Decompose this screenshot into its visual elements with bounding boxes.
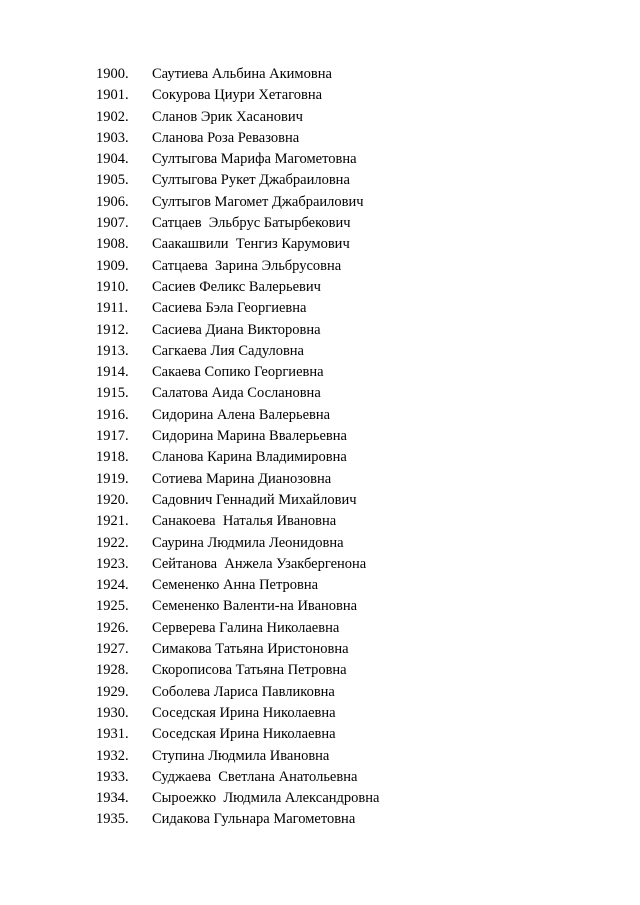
list-item (96, 192, 616, 213)
entry-number: 1920. (96, 491, 129, 508)
entry-name: Сасиева Диана Викторовна (152, 321, 321, 338)
entry-name: Саутиева Альбина Акимовна (152, 66, 332, 82)
list-item (96, 64, 616, 85)
entry-name: Семененко Валенти-на Ивановна (152, 598, 358, 615)
list-item (96, 469, 616, 490)
entry-number: 1919. (96, 470, 129, 487)
entry-name: Ступина Людмила Ивановна (152, 747, 330, 764)
entry-name: Сидорина Марина Ввалерьевна (152, 428, 347, 445)
entry-name: Саурина Людмила Леонидовна (152, 534, 344, 551)
list-item (96, 320, 616, 341)
entry-name: Семененко Анна Петровна (152, 577, 319, 594)
entry-name: Соседская Ирина Николаевна (152, 704, 336, 721)
list-item (96, 426, 616, 447)
entry-number: 1934. (96, 790, 129, 807)
list-item (96, 85, 616, 106)
entry-name: Султыгов Магомет Джабраилович (152, 193, 364, 210)
entry-number: 1931. (96, 726, 129, 743)
entry-number: 1901. (96, 87, 129, 104)
entry-name: Санакоева Наталья Ивановна (152, 513, 337, 530)
entry-name: Султыгова Рукет Джабраиловна (152, 172, 350, 189)
list-item (96, 234, 616, 255)
entry-number: 1907. (96, 215, 129, 232)
list-item (96, 447, 616, 468)
list-item (96, 533, 616, 554)
list-item (96, 788, 616, 809)
entry-name: Сасиева Бэла Георгиевна (152, 300, 307, 317)
entry-number: 1912. (96, 321, 129, 338)
entry-number: 1906. (96, 193, 129, 210)
numbered-name-list (96, 64, 616, 831)
list-item (96, 341, 616, 362)
entry-name: Серверева Галина Николаевна (152, 619, 340, 636)
entry-number: 1903. (96, 129, 129, 146)
entry-name: Сидакова Гульнара Магометовна (152, 811, 356, 828)
entry-name: Скорописова Татьяна Петровна (152, 662, 347, 679)
entry-number: 1935. (96, 811, 129, 828)
list-item (96, 298, 616, 319)
entry-name: Сасиев Феликс Валерьевич (152, 278, 321, 295)
entry-number: 1926. (96, 619, 129, 636)
entry-number: 1910. (96, 278, 129, 295)
entry-number: 1923. (96, 555, 129, 572)
entry-name: Сокурова Циури Хетаговна (152, 87, 323, 104)
entry-number: 1927. (96, 641, 129, 658)
entry-name: Сотиева Марина Дианозовна (152, 470, 332, 487)
list-item (96, 746, 616, 767)
entry-number: 1922. (96, 534, 129, 551)
list-item (96, 213, 616, 234)
entry-number: 1900. (96, 66, 129, 82)
entry-number: 1916. (96, 406, 129, 423)
entry-number: 1917. (96, 428, 129, 445)
list-item (96, 703, 616, 724)
entry-number: 1911. (96, 300, 129, 317)
list-item (96, 149, 616, 170)
entry-name: Сланова Карина Владимировна (152, 449, 347, 466)
entry-name: Симакова Татьяна Иристоновна (152, 641, 349, 658)
list-item (96, 554, 616, 575)
entry-number: 1918. (96, 449, 129, 466)
entry-name: Сидорина Алена Валерьевна (152, 406, 331, 423)
entry-number: 1921. (96, 513, 129, 530)
list-item (96, 575, 616, 596)
list-item (96, 107, 616, 128)
entry-number: 1902. (96, 108, 129, 125)
list-item (96, 256, 616, 277)
entry-number: 1928. (96, 662, 129, 679)
list-item (96, 767, 616, 788)
entry-name: Соболева Лариса Павликовна (152, 683, 335, 700)
entry-name: Саакашвили Тенгиз Карумович (152, 236, 350, 253)
list-item (96, 490, 616, 511)
entry-name: Садовнич Геннадий Михайлович (152, 491, 357, 508)
entry-number: 1932. (96, 747, 129, 764)
entry-number: 1915. (96, 385, 129, 402)
entry-number: 1924. (96, 577, 129, 594)
entry-number: 1908. (96, 236, 129, 253)
entry-number: 1914. (96, 364, 129, 381)
list-item (96, 383, 616, 404)
entry-name: Салатова Аида Сослановна (152, 385, 321, 402)
entry-name: Сакаева Сопико Георгиевна (152, 364, 324, 381)
list-item (96, 724, 616, 745)
entry-name: Соседская Ирина Николаевна (152, 726, 336, 743)
entry-number: 1925. (96, 598, 129, 615)
list-item (96, 362, 616, 383)
list-item (96, 277, 616, 298)
entry-name: Сатцаева Зарина Эльбрусовна (152, 257, 342, 274)
list-item (96, 596, 616, 617)
entry-name: Султыгова Марифа Магометовна (152, 151, 357, 168)
list-item (96, 809, 616, 830)
entry-number: 1909. (96, 257, 129, 274)
entry-number: 1913. (96, 342, 129, 359)
entry-name: Суджаева Светлана Анатольевна (152, 768, 358, 785)
entry-name: Сланов Эрик Хасанович (152, 108, 303, 125)
list-item (96, 682, 616, 703)
list-item (96, 660, 616, 681)
list-item (96, 511, 616, 532)
entry-name: Сланова Роза Ревазовна (152, 129, 300, 146)
entry-name: Сатцаев Эльбрус Батырбекович (152, 215, 351, 232)
entry-number: 1930. (96, 704, 129, 721)
list-item (96, 170, 616, 191)
list-item (96, 405, 616, 426)
entry-number: 1905. (96, 172, 129, 189)
list-item (96, 128, 616, 149)
entry-number: 1929. (96, 683, 129, 700)
entry-number: 1904. (96, 151, 129, 168)
entry-name: Сыроежко Людмила Александровна (152, 790, 380, 807)
entry-name: Сагкаева Лия Садуловна (152, 342, 304, 359)
entry-name: Сейтанова Анжела Узакбергенона (152, 555, 367, 572)
list-item (96, 618, 616, 639)
list-item (96, 639, 616, 660)
entry-number: 1933. (96, 768, 129, 785)
